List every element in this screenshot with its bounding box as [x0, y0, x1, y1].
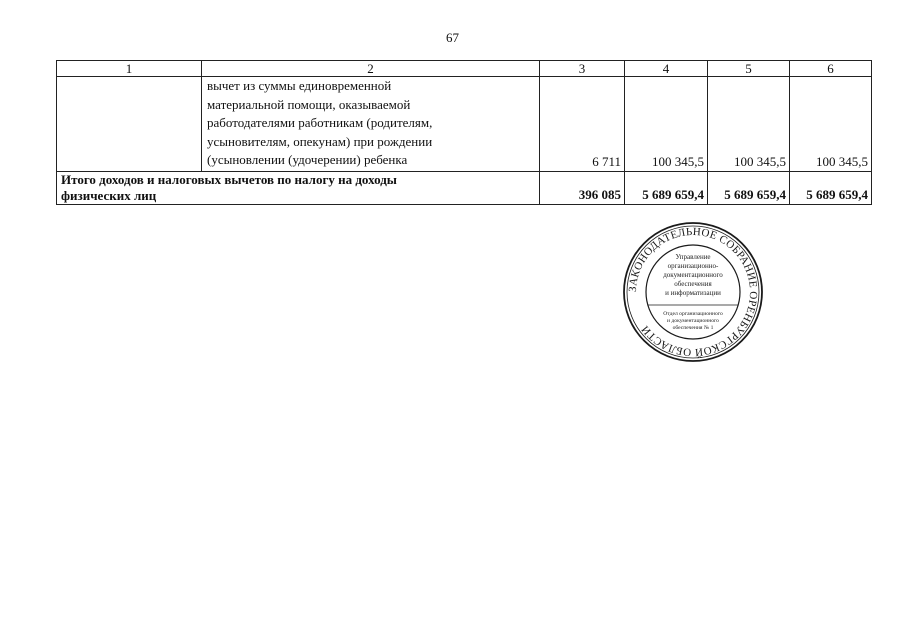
- official-stamp: [622, 221, 764, 363]
- column-header: 5: [708, 61, 790, 77]
- stamp-center-line: обеспечения: [674, 280, 712, 288]
- description-line: усыновителям, опекунам) при рождении: [207, 133, 433, 149]
- stamp-lower-line: обеспечения № 1: [672, 325, 714, 331]
- column-header: 2: [202, 61, 540, 77]
- description-line: вычет из суммы единовременной: [207, 78, 392, 93]
- row-description-cell: [202, 77, 540, 172]
- total-value-cell: 5 689 659,4: [625, 172, 708, 205]
- stamp-seal-icon: [622, 221, 764, 363]
- table-header-row: [57, 61, 872, 77]
- stamp-center-line: организационно-: [667, 262, 719, 270]
- description-line: работодателями работникам (родителям,: [207, 115, 433, 130]
- total-row: [57, 172, 872, 205]
- table-row: [57, 77, 872, 172]
- value-cell: 100 345,5: [708, 77, 790, 172]
- stamp-lower-line: Отдел организационного: [663, 311, 723, 317]
- stamp-center-line: Управление: [675, 253, 711, 261]
- total-label-line: физических лиц: [61, 188, 157, 203]
- total-value-cell: 396 085: [540, 172, 625, 205]
- column-header: 3: [540, 61, 625, 77]
- stamp-lower-line: и документационного: [667, 318, 719, 324]
- stamp-center-line: документационного: [663, 271, 723, 279]
- financial-table: [56, 60, 872, 205]
- value-cell: 6 711: [540, 77, 625, 172]
- total-label-cell: [57, 172, 540, 205]
- stamp-outer-text: ЗАКОНОДАТЕЛЬНОЕ СОБРАНИЕ ОРЕНБУРГСКОЙ ОБЛАСТИ: [626, 225, 760, 359]
- page-number: 67: [446, 30, 459, 45]
- description-line: материальной помощи, оказываемой: [207, 96, 411, 112]
- total-label-line: Итого доходов и налоговых вычетов по налогу на доходы: [61, 172, 397, 187]
- row-code-cell: [57, 77, 202, 172]
- total-value-cell: 5 689 659,4: [790, 172, 872, 205]
- value-cell: 100 345,5: [790, 77, 872, 172]
- description-line: (усыновлении (удочерении) ребенка: [207, 152, 408, 167]
- value-cell: 100 345,5: [625, 77, 708, 172]
- column-header: 1: [57, 61, 202, 77]
- column-header: 6: [790, 61, 872, 77]
- total-value-cell: 5 689 659,4: [708, 172, 790, 205]
- column-header: 4: [625, 61, 708, 77]
- stamp-center-line: и информатизации: [665, 289, 721, 297]
